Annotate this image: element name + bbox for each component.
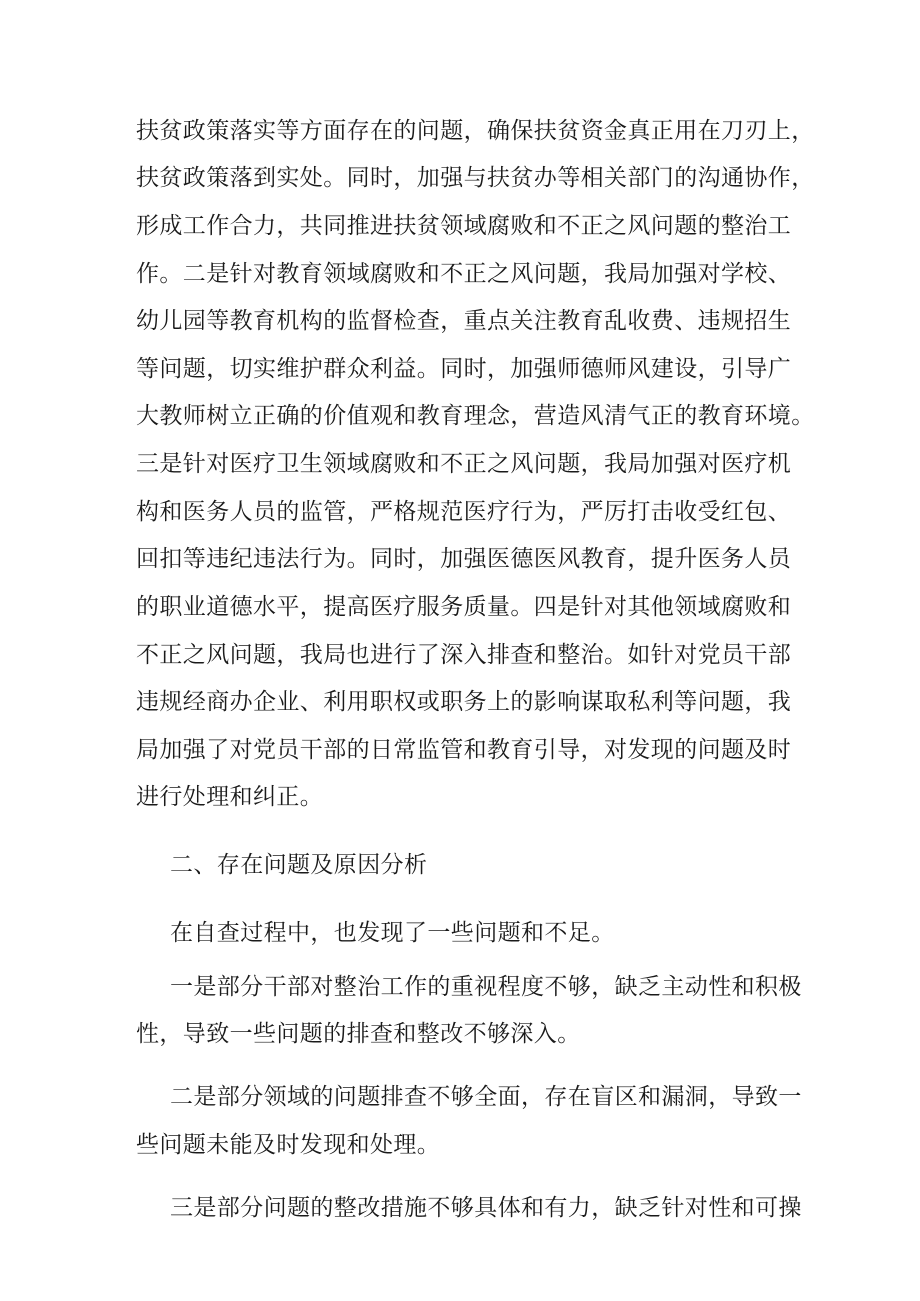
paragraph-line: 违规经商办企业、利用职权或职务上的影响谋取私利等问题，我 xyxy=(136,689,792,715)
paragraph-line: 扶贫政策落到实处。同时，加强与扶贫办等相关部门的沟通协作， xyxy=(136,165,815,191)
intro-sentence: 在自查过程中，也发现了一些问题和不足。 xyxy=(170,920,615,946)
paragraph-line: 作。二是针对教育领域腐败和不正之风问题，我局加强对学校、 xyxy=(136,261,792,287)
paragraph-line: 局加强了对党员干部的日常监管和教育引导，对发现的问题及时 xyxy=(136,737,792,763)
paragraph-line: 构和医务人员的监管，严格规范医疗行为，严厉打击收受红包、 xyxy=(136,499,792,525)
issue-2-line: 些问题未能及时发现和处理。 xyxy=(136,1132,441,1158)
issue-1-line: 性，导致一些问题的排查和整改不够深入。 xyxy=(136,1021,581,1047)
paragraph-line: 的职业道德水平，提高医疗服务质量。四是针对其他领域腐败和 xyxy=(136,594,792,620)
paragraph-line: 形成工作合力，共同推进扶贫领域腐败和不正之风问题的整治工 xyxy=(136,213,792,239)
paragraph-line: 扶贫政策落实等方面存在的问题，确保扶贫资金真正用在刀刃上， xyxy=(136,118,815,144)
issue-3-line: 三是部分问题的整改措施不够具体和有力，缺乏针对性和可操 xyxy=(170,1195,802,1221)
paragraph-line: 等问题，切实维护群众利益。同时，加强师德师风建设，引导广 xyxy=(136,356,792,382)
paragraph-line: 幼儿园等教育机构的监督检查，重点关注教育乱收费、违规招生 xyxy=(136,308,792,334)
issue-2-line: 二是部分领域的问题排查不够全面，存在盲区和漏洞，导致一 xyxy=(170,1084,802,1110)
paragraph-line: 进行处理和纠正。 xyxy=(136,784,324,810)
paragraph-line: 不正之风问题，我局也进行了深入排查和整治。如针对党员干部 xyxy=(136,642,792,668)
paragraph-line: 回扣等违纪违法行为。同时，加强医德医风教育，提升医务人员 xyxy=(136,546,792,572)
paragraph-line: 大教师树立正确的价值观和教育理念，营造风清气正的教育环境。 xyxy=(136,403,815,429)
paragraph-line: 三是针对医疗卫生领域腐败和不正之风问题，我局加强对医疗机 xyxy=(136,451,792,477)
issue-1-line: 一是部分干部对整治工作的重视程度不够，缺乏主动性和积极 xyxy=(170,974,802,1000)
section-heading: 二、存在问题及原因分析 xyxy=(170,852,428,878)
